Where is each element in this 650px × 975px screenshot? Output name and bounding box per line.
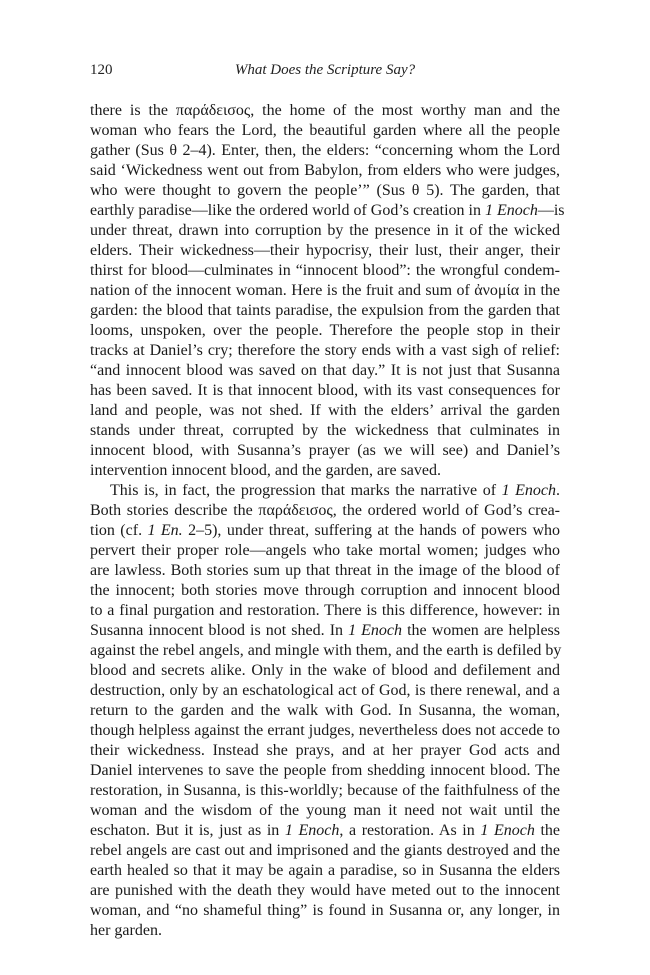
text-run: land and people, was not shed. If with the elders’ arrival the garden: [90, 402, 560, 419]
text-line: [90, 801, 560, 821]
text-line: [90, 381, 560, 401]
text-line: [90, 401, 560, 421]
text-run: Susanna innocent blood is not shed. In: [90, 622, 349, 639]
text-run: “and innocent blood was saved on that day.” It is not just that Susanna: [90, 362, 560, 379]
text-run: tracks at Daniel’s cry; therefore the story ends with a vast sigh of relief:: [90, 342, 560, 359]
text-line: [90, 321, 560, 341]
text-run: stands under threat, corrupted by the wickedness that culminates in: [90, 422, 560, 439]
text-run: restoration, in Susanna, is this-worldly; because of the faithfulness of the: [90, 782, 560, 799]
text-line: [90, 881, 560, 901]
text-line: [90, 241, 560, 261]
text-line: [90, 781, 560, 801]
text-run: said ‘Wickedness went out from Babylon, from elders who were judges,: [90, 162, 560, 179]
text-line: [90, 121, 560, 141]
text-run: woman, and “no shameful thing” is found in Susanna or, any longer, in: [90, 902, 560, 919]
italic-text: 1 Enoch: [348, 622, 403, 639]
text-line: [90, 501, 560, 521]
text-run: woman and the wisdom of the young man it need not wait until the: [90, 802, 560, 819]
text-line: [90, 841, 560, 861]
text-run: their wickedness. Instead she prays, and at her prayer God acts and: [90, 742, 560, 759]
paragraph: [90, 101, 565, 481]
text-line: [90, 141, 560, 161]
text-line: [90, 301, 560, 321]
text-line: [90, 901, 560, 921]
text-run: the innocent; both stories move through corruption and innocent blood: [90, 582, 560, 599]
text-run: .: [556, 482, 560, 499]
text-line: [90, 581, 560, 601]
text-line: [90, 661, 560, 681]
text-line: [90, 181, 560, 201]
text-run: rebel angels are cast out and imprisoned and the giants destroyed and the: [90, 842, 560, 859]
text-line: [90, 161, 560, 181]
text-run: the: [534, 822, 561, 839]
text-run: intervention innocent blood, and the garden, are saved.: [90, 462, 441, 479]
text-line: [90, 421, 560, 441]
text-run: gather (Sus θ 2–4). Enter, then, the elders: “concerning whom the Lord: [90, 142, 560, 159]
text-line: [90, 281, 560, 301]
text-run: there is the παράδεισος, the home of the most worthy man and the: [90, 102, 560, 119]
text-run: Both stories describe the παράδεισος, the ordered world of God’s crea-: [90, 502, 560, 519]
body-text: [90, 101, 565, 941]
text-line: [90, 201, 565, 221]
text-line: [90, 461, 560, 481]
text-line: [90, 221, 560, 241]
text-run: under threat, drawn into corruption by the presence in it of the wicked: [90, 222, 560, 239]
page-number: 120: [90, 62, 113, 78]
text-run: blood and secrets alike. Only in the wake of blood and defilement and: [90, 662, 560, 679]
text-run: though helpless against the errant judges, nevertheless does not accede to: [90, 722, 560, 739]
text-run: nation of the innocent woman. Here is the fruit and sum of ἀνομία in the: [90, 282, 560, 299]
text-line: [90, 601, 560, 621]
text-line: [90, 441, 560, 461]
text-run: This is, in fact, the progression that marks the narrative of: [110, 482, 502, 499]
text-line: [90, 341, 560, 361]
text-run: against the rebel angels, and mingle with them, and the earth is defiled by: [90, 642, 562, 659]
text-run: are punished with the death they would have meted out to the innocent: [90, 882, 560, 899]
text-line: [90, 681, 560, 701]
text-line: [90, 561, 560, 581]
text-line: [90, 361, 560, 381]
text-run: looms, unspoken, over the people. Therefore the people stop in their: [90, 322, 560, 339]
text-line: [90, 261, 560, 281]
text-run: earthly paradise—like the ordered world of God’s creation in: [90, 202, 485, 219]
text-line: [90, 741, 560, 761]
text-run: —is: [537, 202, 565, 219]
text-line: [90, 861, 560, 881]
text-run: elders. Their wickedness—their hypocrisy, their lust, their anger, their: [90, 242, 560, 259]
text-line: [90, 621, 560, 641]
text-run: destruction, only by an eschatological act of God, is there renewal, and a: [90, 682, 560, 699]
text-line: [90, 821, 560, 841]
text-line: [90, 721, 560, 741]
text-line: [90, 101, 560, 121]
text-run: to a final purgation and restoration. There is this difference, however: in: [90, 602, 560, 619]
text-line: [90, 921, 560, 941]
italic-text: 1 Enoch: [501, 482, 556, 499]
text-run: return to the garden and the walk with God. In Susanna, the woman,: [90, 702, 560, 719]
text-run: garden: the blood that taints paradise, the expulsion from the garden that: [90, 302, 560, 319]
text-run: Daniel intervenes to save the people from shedding innocent blood. The: [90, 762, 560, 779]
italic-text: 1 Enoch: [284, 822, 340, 839]
text-line: [90, 541, 560, 561]
text-run: thirst for blood—culminates in “innocent blood”: the wrongful condem-: [90, 262, 560, 279]
text-run: pervert their proper role—angels who take mortal women; judges who: [90, 542, 560, 559]
italic-text: 1 En.: [147, 522, 183, 539]
text-run: tion (cf.: [90, 522, 148, 539]
text-run: who were thought to govern the people’” (Sus θ 5). The garden, that: [90, 182, 560, 199]
paragraph: [90, 481, 560, 941]
text-run: earth healed so that it may be again a paradise, so in Susanna the elders: [90, 862, 560, 879]
text-run: 2–5), under threat, suffering at the hands of powers who: [182, 522, 560, 539]
text-line: [90, 761, 560, 781]
text-line: [90, 481, 560, 501]
text-run: woman who fears the Lord, the beautiful garden where all the people: [90, 122, 560, 139]
text-run: has been saved. It is that innocent blood, with its vast consequences for: [90, 382, 560, 399]
text-run: her garden.: [90, 922, 162, 939]
text-line: [90, 521, 560, 541]
running-header: [90, 62, 560, 84]
text-line: [90, 701, 560, 721]
text-run: are lawless. Both stories sum up that threat in the image of the blood of: [90, 562, 560, 579]
text-run: , a restoration. As in: [339, 822, 481, 839]
italic-text: 1 Enoch: [480, 822, 535, 839]
running-title: What Does the Scripture Say?: [234, 62, 416, 78]
text-run: innocent blood, with Susanna’s prayer (as we will see) and Daniel’s: [90, 442, 560, 459]
text-run: eschaton. But it is, just as in: [90, 822, 285, 839]
text-run: the women are helpless: [402, 622, 560, 639]
italic-text: 1 Enoch: [484, 202, 538, 219]
text-line: [90, 641, 560, 661]
